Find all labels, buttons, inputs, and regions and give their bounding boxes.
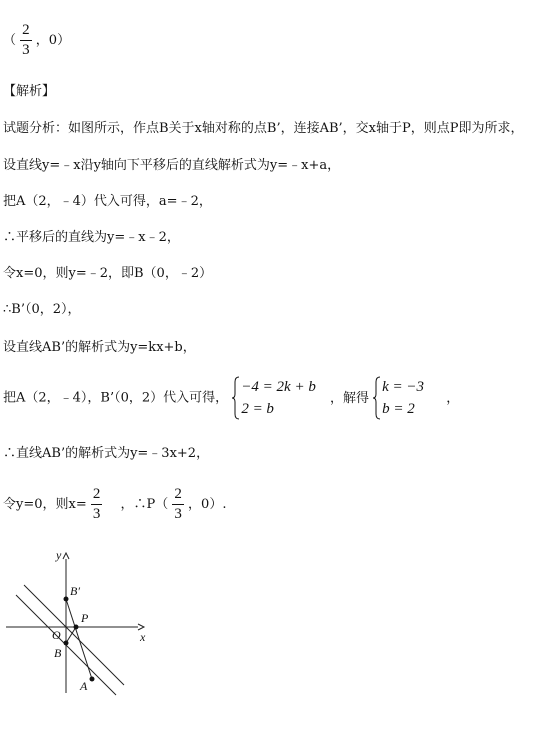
fraction-denominator: 3 [22,42,30,58]
equation-system-1 [232,376,316,420]
line10-suffix: ，0）. [188,497,227,512]
system2-equation-2: b = 2 [382,401,415,417]
line8-prefix: 把A（2，﹣4），B’（0，2）代入可得， [3,390,229,406]
label-y: y [56,548,62,562]
point-bprime [64,597,69,602]
analysis-line-3: 把A（2，﹣4）代入可得，a=﹣2， [3,194,212,209]
y-axis-arrow-icon [63,553,69,559]
equation-system-2 [373,376,424,420]
answer-fraction [20,22,32,59]
point-b [64,641,69,646]
section-label: 【解析】 [3,84,56,99]
system1-equation-2: 2 = b [241,401,274,417]
fraction-denominator: 3 [174,506,182,522]
left-brace-icon [232,376,240,420]
label-x: x [140,630,146,644]
label-o: O [52,628,61,642]
left-brace-icon [373,376,381,420]
analysis-line-4: ∴平移后的直线为y=﹣x﹣2， [3,230,180,245]
analysis-line-10 [3,486,226,523]
analysis-line-8 [3,376,459,420]
line8-mid: ，解得 [329,390,369,406]
fraction-numerator: 2 [20,22,32,41]
fraction-numerator: 2 [172,486,184,505]
coordinate-figure [4,547,154,697]
fraction-numerator: 2 [91,486,103,505]
analysis-line-6: ∴B’（0，2）， [3,302,81,317]
x-value-fraction [91,486,103,523]
analysis-line-5: 令x=0，则y=﹣2，即B（0，﹣2） [3,266,213,281]
answer-close: ，0） [35,33,71,48]
label-a: A [80,679,88,693]
label-p: P [81,611,89,625]
analysis-line-7: 设直线AB’的解析式为y=kx+b， [3,340,196,355]
point-p [74,625,79,630]
p-coordinate-fraction [172,486,184,523]
system1-equation-1: −4 = 2k + b [241,379,316,395]
answer-line [3,22,70,59]
line10-mid: ，∴P（ [120,497,169,512]
point-a [90,677,95,682]
analysis-line-2: 设直线y=﹣x沿y轴向下平移后的直线解析式为y=﹣x+a， [3,158,341,173]
fraction-denominator: 3 [92,506,101,522]
label-bprime: B′ [70,584,80,598]
analysis-line-1: 试题分析：如图所示，作点B关于x轴对称的点B’，连接AB’，交x轴于P，则点P即为所求， [3,121,524,136]
system2-equation-1: k = −3 [382,379,425,395]
line8-suffix: ， [446,390,460,406]
line10-prefix: 令y=0，则x= [3,497,87,512]
answer-open-paren: （ [3,33,17,48]
line-y-neg-x [24,585,124,685]
analysis-line-9: ∴直线AB’的解析式为y=﹣3x+2， [3,446,210,461]
label-b: B [54,646,62,660]
